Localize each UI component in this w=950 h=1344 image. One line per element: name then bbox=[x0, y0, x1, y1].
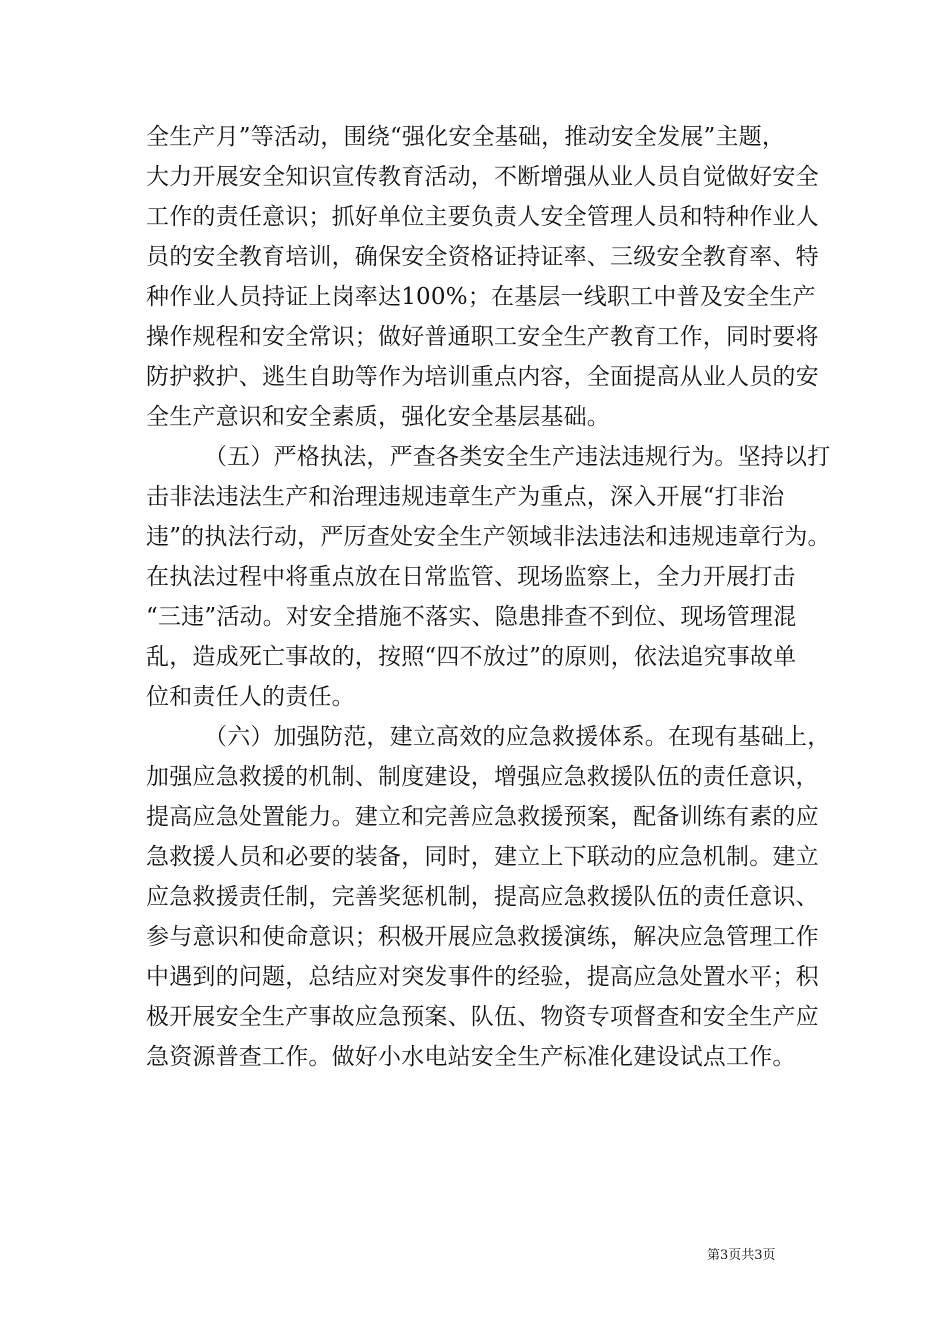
paragraph-start-line: （五）严格执法，严查各类安全生产违法违规行为。坚持以打 bbox=[204, 444, 831, 470]
text-line: 应急救援责任制，完善奖惩机制，提高应急救援队伍的责任意识、 bbox=[146, 884, 819, 910]
text-line: “三违”活动。对安全措施不落实、隐患排查不到位、现场管理混 bbox=[146, 604, 797, 630]
text-line: 大力开展安全知识宣传教育活动，不断增强从业人员自觉做好安全 bbox=[146, 164, 819, 190]
text-line: 防护救护、逃生自助等作为培训重点内容，全面提高从业人员的安 bbox=[146, 364, 819, 390]
text-line: 位和责任人的责任。 bbox=[146, 684, 355, 710]
text-line: 员的安全教育培训，确保安全资格证持证率、三级安全教育率、特 bbox=[146, 244, 819, 270]
text-line: 加强应急救援的机制、制度建设，增强应急救援队伍的责任意识， bbox=[146, 764, 819, 790]
text-line: 工作的责任意识；抓好单位主要负责人安全管理人员和特种作业人 bbox=[146, 204, 819, 230]
text-line: 全生产月”等活动，围绕“强化安全基础，推动安全发展”主题， bbox=[146, 124, 786, 150]
page-number-footer: 第3页共3页 bbox=[707, 1248, 776, 1263]
document-body bbox=[146, 117, 836, 1077]
text-line: 乱，造成死亡事故的，按照“四不放过”的原则，依法追究事故单 bbox=[146, 644, 797, 670]
text-line: 种作业人员持证上岗率达100%；在基层一线职工中普及安全生产 bbox=[146, 284, 816, 310]
text-line: 急资源普查工作。做好小水电站安全生产标准化建设试点工作。 bbox=[146, 1044, 796, 1070]
paragraph-start-line: （六）加强防范，建立高效的应急救援体系。在现有基础上， bbox=[204, 724, 831, 750]
text-line: 提高应急处置能力。建立和完善应急救援预案，配备训练有素的应 bbox=[146, 804, 819, 830]
text-line: 在执法过程中将重点放在日常监管、现场监察上，全力开展打击 bbox=[146, 564, 796, 590]
text-line: 违”的执法行动，严厉查处安全生产领域非法违法和违规违章行为。 bbox=[146, 524, 831, 550]
text-line: 击非法违法生产和治理违规违章生产为重点，深入开展“打非治 bbox=[146, 484, 785, 510]
text-line: 操作规程和安全常识；做好普通职工安全生产教育工作，同时要将 bbox=[146, 324, 819, 350]
text-line: 中遇到的问题，总结应对突发事件的经验，提高应急处置水平；积 bbox=[146, 964, 819, 990]
text-line: 全生产意识和安全素质，强化安全基层基础。 bbox=[146, 404, 610, 430]
text-line: 参与意识和使命意识；积极开展应急救援演练，解决应急管理工作 bbox=[146, 924, 819, 950]
text-line: 极开展安全生产事故应急预案、队伍、物资专项督查和安全生产应 bbox=[146, 1004, 819, 1030]
text-line: 急救援人员和必要的装备，同时，建立上下联动的应急机制。建立 bbox=[146, 844, 819, 870]
